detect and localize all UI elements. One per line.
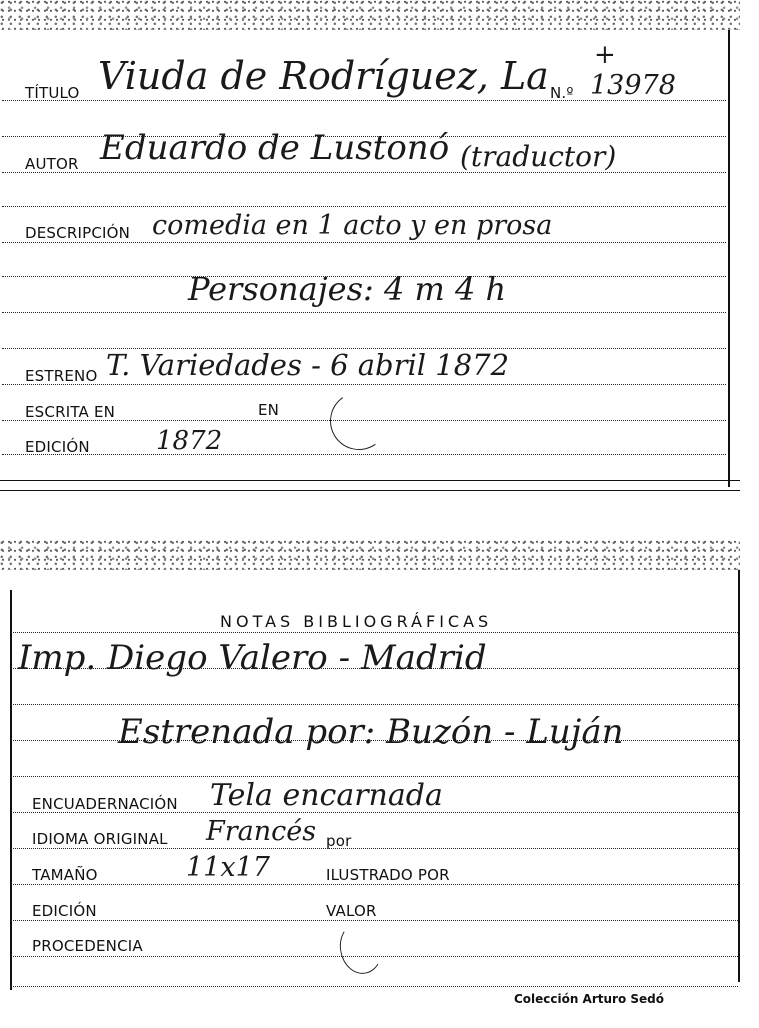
descripcion-value: comedia en 1 acto y en prosa xyxy=(152,210,553,241)
idioma-label: IDIOMA ORIGINAL xyxy=(32,830,168,848)
por-label: por xyxy=(326,832,352,850)
card-top-edge xyxy=(0,540,740,570)
rule-line xyxy=(10,776,738,777)
autor-label: AUTOR xyxy=(25,155,79,173)
descripcion-label: DESCRIPCIÓN xyxy=(25,224,131,242)
rule-line xyxy=(10,632,738,633)
rule-line xyxy=(2,242,726,243)
tamano-label: TAMAÑO xyxy=(32,866,98,884)
ilustrado-label: ILUSTRADO POR xyxy=(326,866,450,884)
encuadernacion-value: Tela encarnada xyxy=(210,778,443,813)
rule-line xyxy=(2,206,726,207)
idioma-value: Francés xyxy=(206,816,317,847)
card-bottom-edge-2 xyxy=(0,490,740,491)
card-left-border xyxy=(10,590,12,990)
notas-heading: NOTAS BIBLIOGRÁFICAS xyxy=(220,612,493,631)
titulo-label: TÍTULO xyxy=(25,84,80,102)
encuadernacion-label: ENCUADERNACIÓN xyxy=(32,795,178,813)
rule-line xyxy=(2,172,726,173)
rule-line xyxy=(10,986,738,987)
rule-line xyxy=(2,454,726,455)
nota-imprenta: Imp. Diego Valero - Madrid xyxy=(18,638,487,678)
edicion-label: EDICIÓN xyxy=(25,438,90,456)
edicion-label: EDICIÓN xyxy=(32,902,97,920)
escrita-label: ESCRITA EN xyxy=(25,403,116,421)
autor-note: (traductor) xyxy=(460,140,617,173)
tamano-value: 11x17 xyxy=(186,852,270,883)
edicion-value: 1872 xyxy=(156,426,223,456)
autor-value: Eduardo de Lustonó xyxy=(100,128,450,168)
rule-line xyxy=(2,312,726,313)
collection-credit: Colección Arturo Sedó xyxy=(513,992,664,1006)
card-right-border xyxy=(728,30,730,487)
en-label: EN xyxy=(258,401,280,419)
card-top-edge xyxy=(0,0,740,30)
titulo-value: Viuda de Rodríguez, La xyxy=(98,54,549,98)
estreno-label: ESTRENO xyxy=(25,367,98,385)
rule-line xyxy=(10,848,738,849)
stamp-arc xyxy=(336,919,386,978)
nota-estrenada: Estrenada por: Buzón - Luján xyxy=(118,712,624,752)
stamp-arc xyxy=(325,387,392,454)
rule-line xyxy=(10,704,738,705)
catalog-card-bottom xyxy=(0,540,740,990)
numero-mark: + xyxy=(594,40,616,70)
rule-line xyxy=(2,384,726,385)
rule-line xyxy=(10,920,738,921)
numero-label: N.º xyxy=(550,84,574,102)
personajes-value: Personajes: 4 m 4 h xyxy=(188,270,507,308)
card-bottom-edge xyxy=(0,480,740,481)
procedencia-label: PROCEDENCIA xyxy=(32,937,143,955)
estreno-value: T. Variedades - 6 abril 1872 xyxy=(106,348,510,382)
catalog-card-top xyxy=(0,0,740,495)
card-right-border xyxy=(738,570,740,982)
valor-label: VALOR xyxy=(326,902,377,920)
numero-value: 13978 xyxy=(590,70,676,101)
rule-line xyxy=(10,884,738,885)
